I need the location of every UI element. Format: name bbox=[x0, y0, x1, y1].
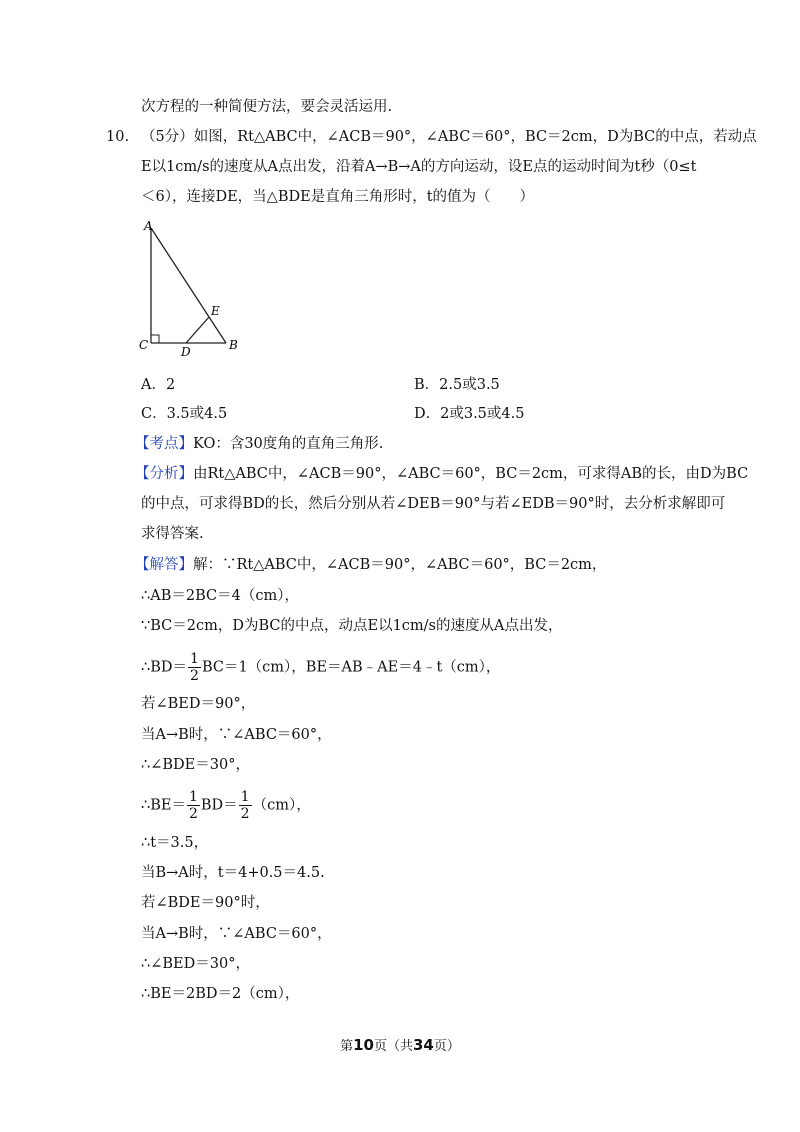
option-c: C．3.5或4.5 bbox=[141, 406, 228, 422]
kaodian-line bbox=[135, 434, 383, 454]
fraction-denominator: 2 bbox=[190, 668, 199, 684]
fenxi-line-3: 求得答案. bbox=[141, 526, 204, 542]
fraction-denominator: 2 bbox=[188, 806, 198, 822]
fraction-one-half bbox=[188, 652, 201, 683]
jieda-text-1: 解：∵Rt△ABC中，∠ACB＝90°，∠ABC＝60°，BC＝2cm， bbox=[193, 557, 607, 573]
question-number: 10. bbox=[106, 129, 130, 145]
fraction-numerator: 1 bbox=[188, 789, 198, 805]
label-b: B bbox=[229, 338, 238, 352]
jieda-line-8-post: （cm）， bbox=[252, 797, 311, 814]
kaodian-tag: 【考点】 bbox=[135, 436, 193, 452]
option-a: A．2 bbox=[141, 377, 176, 393]
jieda-line-8-pre: ∴BE＝ bbox=[141, 797, 186, 814]
jieda-line-1 bbox=[135, 555, 606, 575]
segment-de bbox=[186, 317, 209, 343]
fenxi-tag: 【分析】 bbox=[135, 466, 193, 482]
fraction-numerator: 1 bbox=[240, 789, 250, 805]
jieda-line-10: 当B→A时，t＝4+0.5＝4.5. bbox=[141, 865, 325, 881]
fraction-one-half bbox=[187, 790, 200, 821]
question-line-3: ＜6），连接DE，当△BDE是直角三角形时，t的值为（ ） bbox=[141, 189, 535, 205]
fraction-denominator: 2 bbox=[240, 806, 250, 822]
fraction-numerator: 1 bbox=[190, 651, 199, 667]
jieda-line-11: 若∠BDE＝90°时， bbox=[141, 895, 270, 911]
kaodian-text: KO：含30度角的直角三角形. bbox=[193, 436, 384, 452]
label-a: A bbox=[144, 219, 153, 233]
jieda-line-2: ∴AB＝2BC＝4（cm）， bbox=[141, 588, 299, 604]
label-e: E bbox=[211, 304, 220, 318]
page-footer bbox=[0, 1035, 800, 1054]
triangle-figure bbox=[136, 218, 248, 358]
jieda-line-4 bbox=[141, 652, 500, 683]
jieda-line-4-post: BC＝1（cm），BE＝AB﹣AE＝4﹣t（cm）， bbox=[201, 659, 501, 676]
footer-pre: 第 bbox=[340, 1039, 354, 1054]
jieda-line-7: ∴∠BDE＝30°， bbox=[141, 757, 250, 773]
jieda-line-8-mid: BD＝ bbox=[200, 797, 238, 814]
label-d: D bbox=[181, 345, 191, 358]
fraction-one-half bbox=[239, 790, 252, 821]
jieda-line-3: ∵BC＝2cm，D为BC的中点，动点E以1cm/s的速度从A点出发， bbox=[141, 618, 563, 634]
jieda-line-9: ∴t＝3.5， bbox=[141, 835, 209, 851]
right-angle-mark bbox=[151, 335, 159, 343]
footer-mid: 页（共 bbox=[373, 1039, 413, 1054]
jieda-line-13: ∴∠BED＝30°， bbox=[141, 956, 250, 972]
jieda-line-5: 若∠BED＝90°， bbox=[141, 696, 256, 712]
option-d: D．2或3.5或4.5 bbox=[414, 406, 525, 422]
fenxi-line-1 bbox=[135, 464, 748, 484]
footer-page-number: 10 bbox=[353, 1036, 374, 1054]
jieda-line-8 bbox=[141, 790, 311, 821]
fenxi-line-2: 的中点，可求得BD的长，然后分别从若∠DEB＝90°与若∠EDB＝90°时，去分析求解即可 bbox=[141, 496, 726, 512]
jieda-line-14: ∴BE＝2BD＝2（cm）， bbox=[141, 986, 300, 1002]
footer-total-pages: 34 bbox=[413, 1036, 434, 1054]
text-top-line: 次方程的一种简便方法，要会灵活运用. bbox=[141, 99, 393, 115]
jieda-line-12: 当A→B时，∵∠ABC＝60°， bbox=[141, 926, 332, 942]
label-c: C bbox=[139, 338, 149, 352]
jieda-tag: 【解答】 bbox=[135, 557, 193, 573]
side-ab bbox=[151, 228, 226, 343]
fenxi-text-1: 由Rt△ABC中，∠ACB＝90°，∠ABC＝60°，BC＝2cm，可求得AB的长，由D为BC bbox=[193, 466, 749, 482]
question-line-1: （5分）如图，Rt△ABC中，∠ACB＝90°，∠ABC＝60°，BC＝2cm，D为BC的中点，若动点 bbox=[141, 129, 757, 145]
jieda-line-4-pre: ∴BD＝ bbox=[141, 659, 188, 676]
jieda-line-6: 当A→B时，∵∠ABC＝60°， bbox=[141, 727, 332, 743]
question-line-2: E以1cm/s的速度从A点出发，沿着A→B→A的方向运动，设E点的运动时间为t秒（0≤t bbox=[141, 159, 697, 175]
option-b: B．2.5或3.5 bbox=[414, 377, 500, 393]
footer-post: 页） bbox=[433, 1039, 460, 1054]
